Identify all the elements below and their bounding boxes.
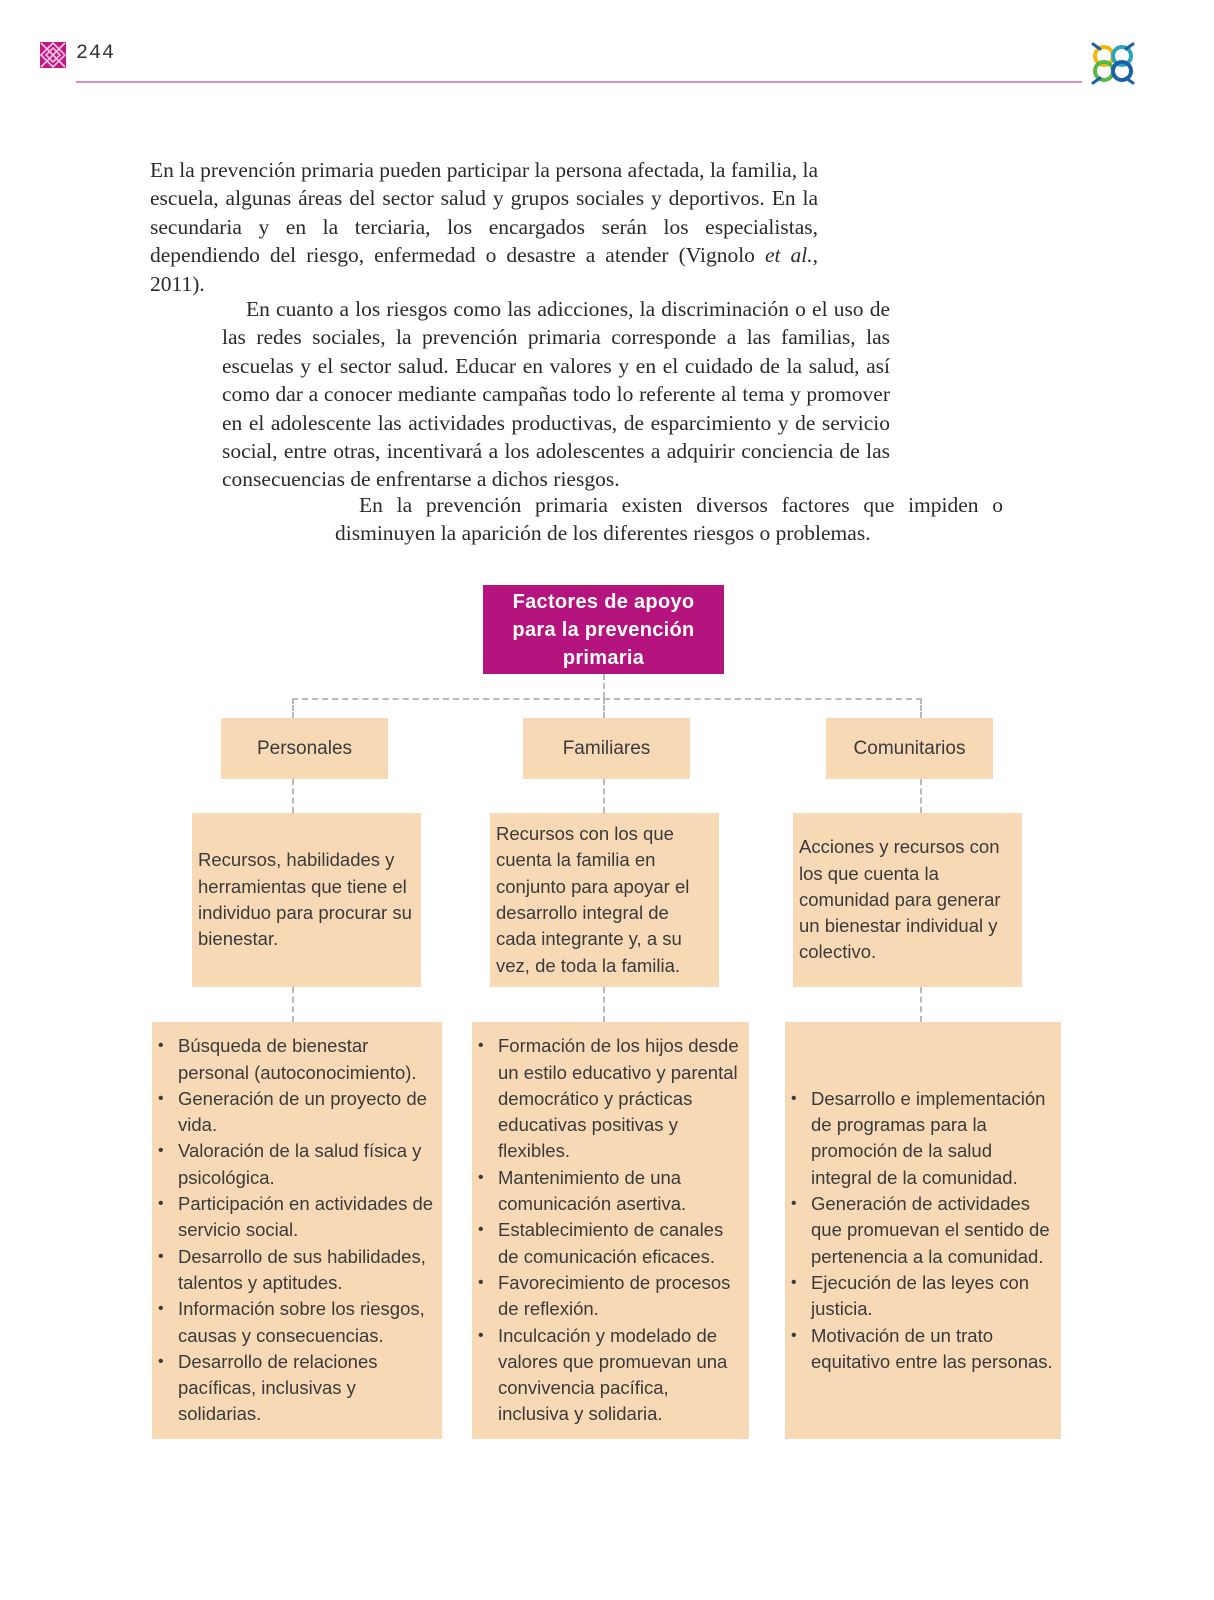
list-item: • Valoración de la salud física y psicológica. [178,1138,436,1191]
list-item: • Ejecución de las leyes con justicia. [811,1270,1055,1323]
factor-list-comunitarios [785,1022,1061,1439]
connector-personales-desc [292,779,294,813]
list-item: • Desarrollo de relaciones pacíficas, inclusivas y solidarias. [178,1349,436,1428]
connector-comunitarios [920,698,922,718]
paragraph-1 [150,156,818,298]
category-box-familiares [523,718,690,779]
factor-list-familiares [472,1022,749,1439]
description-box-comunitarios [793,813,1022,987]
paragraph-1-text: En la prevención primaria pueden participar la persona afectada, la familia, la escuela, algunas áreas del sector salud y grupos sociales y deportivos. En la secundaria y en la terciaria, los encargados serán los especialistas, dependiendo del riesgo, enfermedad o desastre a atender (Vignolo et al., 2011). [150,158,818,296]
factor-list [478,1033,743,1427]
brand-logo-icon [1090,40,1136,86]
citation-italic: et al. [764,243,813,268]
list-item: • Búsqueda de bienestar personal (autoconocimiento). [178,1033,436,1086]
factor-list-personales [152,1022,442,1439]
description-text: Recursos, habilidades y herramientas que tiene el individuo para procurar su bienestar. [198,849,412,950]
category-box-personales [221,718,388,779]
list-item: • Formación de los hijos desde un estilo educativo y parental democrático y prácticas educativas positivas y flexibles. [498,1033,743,1164]
list-item: • Participación en actividades de servicio social. [178,1191,436,1244]
decorative-pattern-icon [40,42,66,68]
connector-comunitarios-list [920,987,922,1022]
connector-personales [292,698,294,718]
list-item: • Desarrollo de sus habilidades, talentos y aptitudes. [178,1244,436,1297]
connector-comunitarios-desc [920,779,922,813]
diagram-root-label: Factores de apoyo para la prevención primaria [512,590,695,669]
description-text: Recursos con los que cuenta la familia en conjunto para apoyar el desarrollo integral de cada integrante y, a su vez, de toda la familia. [496,823,690,976]
category-box-comunitarios [826,718,993,779]
category-label: Personales [256,737,353,759]
list-item: • Favorecimiento de procesos de reflexión. [498,1270,743,1323]
list-item: • Mantenimiento de una comunicación asertiva. [498,1165,743,1218]
connector-familiares-desc [603,779,605,813]
description-text: Acciones y recursos con los que cuenta la comunidad para generar un bienestar individual y colectivo. [799,836,1001,963]
header-rule [76,81,1082,83]
list-item: • Establecimiento de canales de comunicación eficaces. [498,1217,743,1270]
paragraph-3: En la prevención primaria existen diversos factores que impiden o disminuyen la aparición de los diferentes riesgos o problemas. [335,493,1003,546]
connector-horizontal [292,698,922,700]
list-item: • Generación de actividades que promuevan el sentido de pertenencia a la comunidad. [811,1191,1055,1270]
description-box-personales [192,813,421,987]
category-label: Comunitarios [853,737,966,759]
list-item: • Información sobre los riesgos, causas y consecuencias. [178,1296,436,1349]
factor-list [791,1086,1055,1375]
factor-list [158,1033,436,1427]
connector-familiares [603,698,605,718]
list-item: • Inculcación y modelado de valores que promuevan una convivencia pacífica, inclusiva y solidaria. [498,1323,743,1428]
category-label: Familiares [562,737,651,759]
diagram-root-box [483,585,724,674]
connector-familiares-list [603,987,605,1022]
description-box-familiares [490,813,719,987]
paragraph-2: En cuanto a los riesgos como las adicciones, la discriminación o el uso de las redes sociales, la prevención primaria corresponde a las familias, las escuelas y el sector salud. Educar en valores y en el cuidado de la salud, así como dar a conocer mediante campañas todo lo referente al tema y promover en el adolescente las actividades productivas, de esparcimiento y de servicio social, entre otras, incentivará a los adolescentes a adquirir conciencia de las consecuencias de enfrentarse a dichos riesgos. [222,297,890,492]
page-number: 244 [76,42,116,65]
list-item: • Motivación de un trato equitativo entre las personas. [811,1323,1055,1376]
connector-personales-list [292,987,294,1022]
connector-root-down [603,674,605,698]
list-item: • Generación de un proyecto de vida. [178,1086,436,1139]
list-item: • Desarrollo e implementación de programas para la promoción de la salud integral de la comunidad. [811,1086,1055,1191]
